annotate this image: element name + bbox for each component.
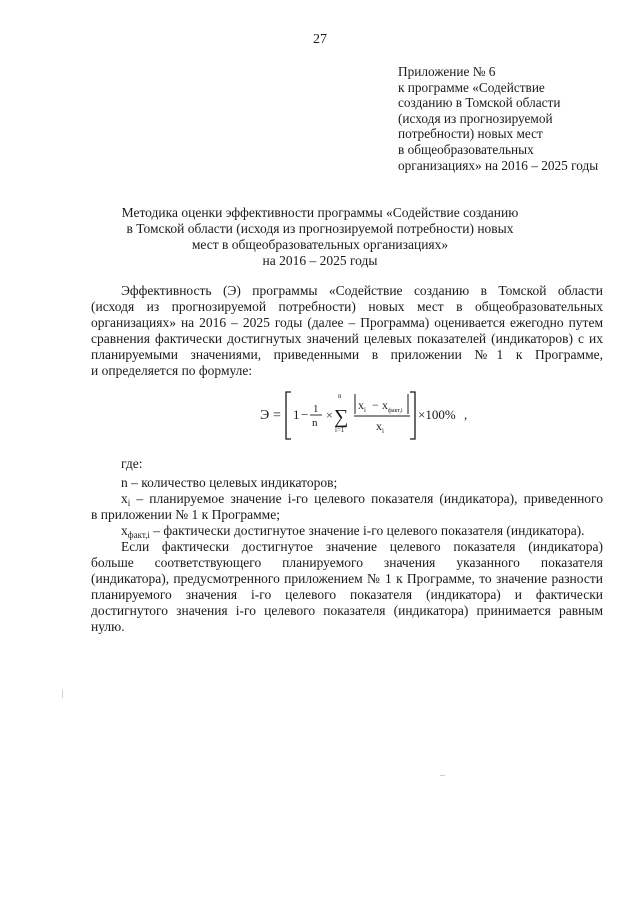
sum-symbol: ∑ xyxy=(334,406,349,428)
efficiency-formula xyxy=(260,385,510,445)
def-n: n – количество целевых индикаторов; xyxy=(121,475,338,490)
appendix-header xyxy=(398,64,623,173)
def-xi-line1 xyxy=(91,491,603,507)
sum-lower-limit: i=1 xyxy=(335,426,345,434)
formula-equals: = xyxy=(273,408,281,423)
intro-line: планируемыми значениями, приведенными в приложении №1 к Программе, xyxy=(91,347,603,362)
formula-times: × xyxy=(326,408,333,422)
intro-line: (исходя из прогнозируемой потребности) новых мест в общеобразовательных xyxy=(91,299,603,314)
formula-comma: , xyxy=(464,407,468,422)
xfact-text: – фактически достигнутое значение i-го целевого показателя (индикатора). xyxy=(149,523,585,538)
formula-minus: − xyxy=(301,407,309,422)
xi-subscript: i xyxy=(127,498,131,508)
appendix-line: потребности) новых мест xyxy=(398,126,543,142)
where-label: где: xyxy=(121,456,143,471)
def-xfact xyxy=(91,523,603,539)
scan-artifact xyxy=(440,775,445,776)
intro-line: сравнения фактически достигнутых значений целевых показателей (индикаторов) с их xyxy=(91,331,603,346)
intro-paragraph xyxy=(91,283,603,379)
document-title xyxy=(110,205,530,269)
definitions xyxy=(91,475,603,635)
title-line: в Томской области (исходя из прогнозируемой потребности) новых xyxy=(126,221,514,236)
appendix-line: (исходя из прогнозируемой xyxy=(398,110,553,126)
appendix-line: к программе «Содействие xyxy=(398,79,545,95)
title-line: на 2016 – 2025 годы xyxy=(262,253,378,268)
intro-line: организациях» на 2016 – 2025 годы (далее – Программа) оценивается ежегодно путем xyxy=(91,315,603,330)
num-xi: $x_i$ xyxy=(358,398,366,414)
page-number: 27 xyxy=(313,32,327,47)
frac-denominator: n xyxy=(312,417,318,429)
title-line: мест в общеобразовательных организациях» xyxy=(191,237,449,252)
right-bracket xyxy=(410,392,415,439)
den-xi: $x_i$ xyxy=(376,419,384,435)
num-xfact: $x_{факт,i}$ xyxy=(382,398,403,414)
rule-line: планируемого значения i-го целевого показателя (индикатора) и фактически xyxy=(91,587,603,602)
appendix-line: Приложение № 6 xyxy=(398,64,496,79)
left-bracket xyxy=(286,392,291,439)
def-xi-line2: в приложении № 1 к Программе; xyxy=(91,507,280,522)
formula-lhs: Э xyxy=(260,408,270,423)
scan-artifact xyxy=(62,690,63,698)
appendix-line: созданию в Томской области xyxy=(398,95,561,111)
rule-line: нулю. xyxy=(91,619,125,634)
xfact-symbol: x xyxy=(121,523,128,538)
sum-upper-limit: n xyxy=(338,392,342,400)
intro-line: Эффективность (Э) программы «Содействие созданию в Томской области xyxy=(121,283,603,298)
rule-line: Если фактически достигнутое значение целевого показателя (индикатора) xyxy=(121,539,603,554)
title-line: Методика оценки эффективности программы «Содействие созданию xyxy=(121,205,519,220)
appendix-line: в общеобразовательных xyxy=(398,141,534,157)
rule-line: достигнутого значения i-го целевого показателя (индикатора) принимается равным xyxy=(91,603,603,618)
appendix-line: организациях» на 2016 – 2025 годы xyxy=(398,157,599,173)
times-100-percent: ×100% xyxy=(418,407,456,422)
frac-numerator: 1 xyxy=(313,403,319,415)
num-minus: − xyxy=(372,398,379,412)
intro-line: и определяется по формуле: xyxy=(91,363,253,378)
xfact-subscript: факт,i xyxy=(127,530,150,540)
xi-text: – планируемое значение i-го целевого показателя (индикатора), приведенного xyxy=(130,491,603,506)
xi-symbol: x xyxy=(121,491,128,506)
formula-one: 1 xyxy=(293,407,300,422)
rule-line: больше соответствующего планируемого значения указанного показателя xyxy=(91,555,603,570)
rule-line: (индикатора), предусмотренного приложением № 1 к Программе, то значение разности xyxy=(91,571,603,586)
